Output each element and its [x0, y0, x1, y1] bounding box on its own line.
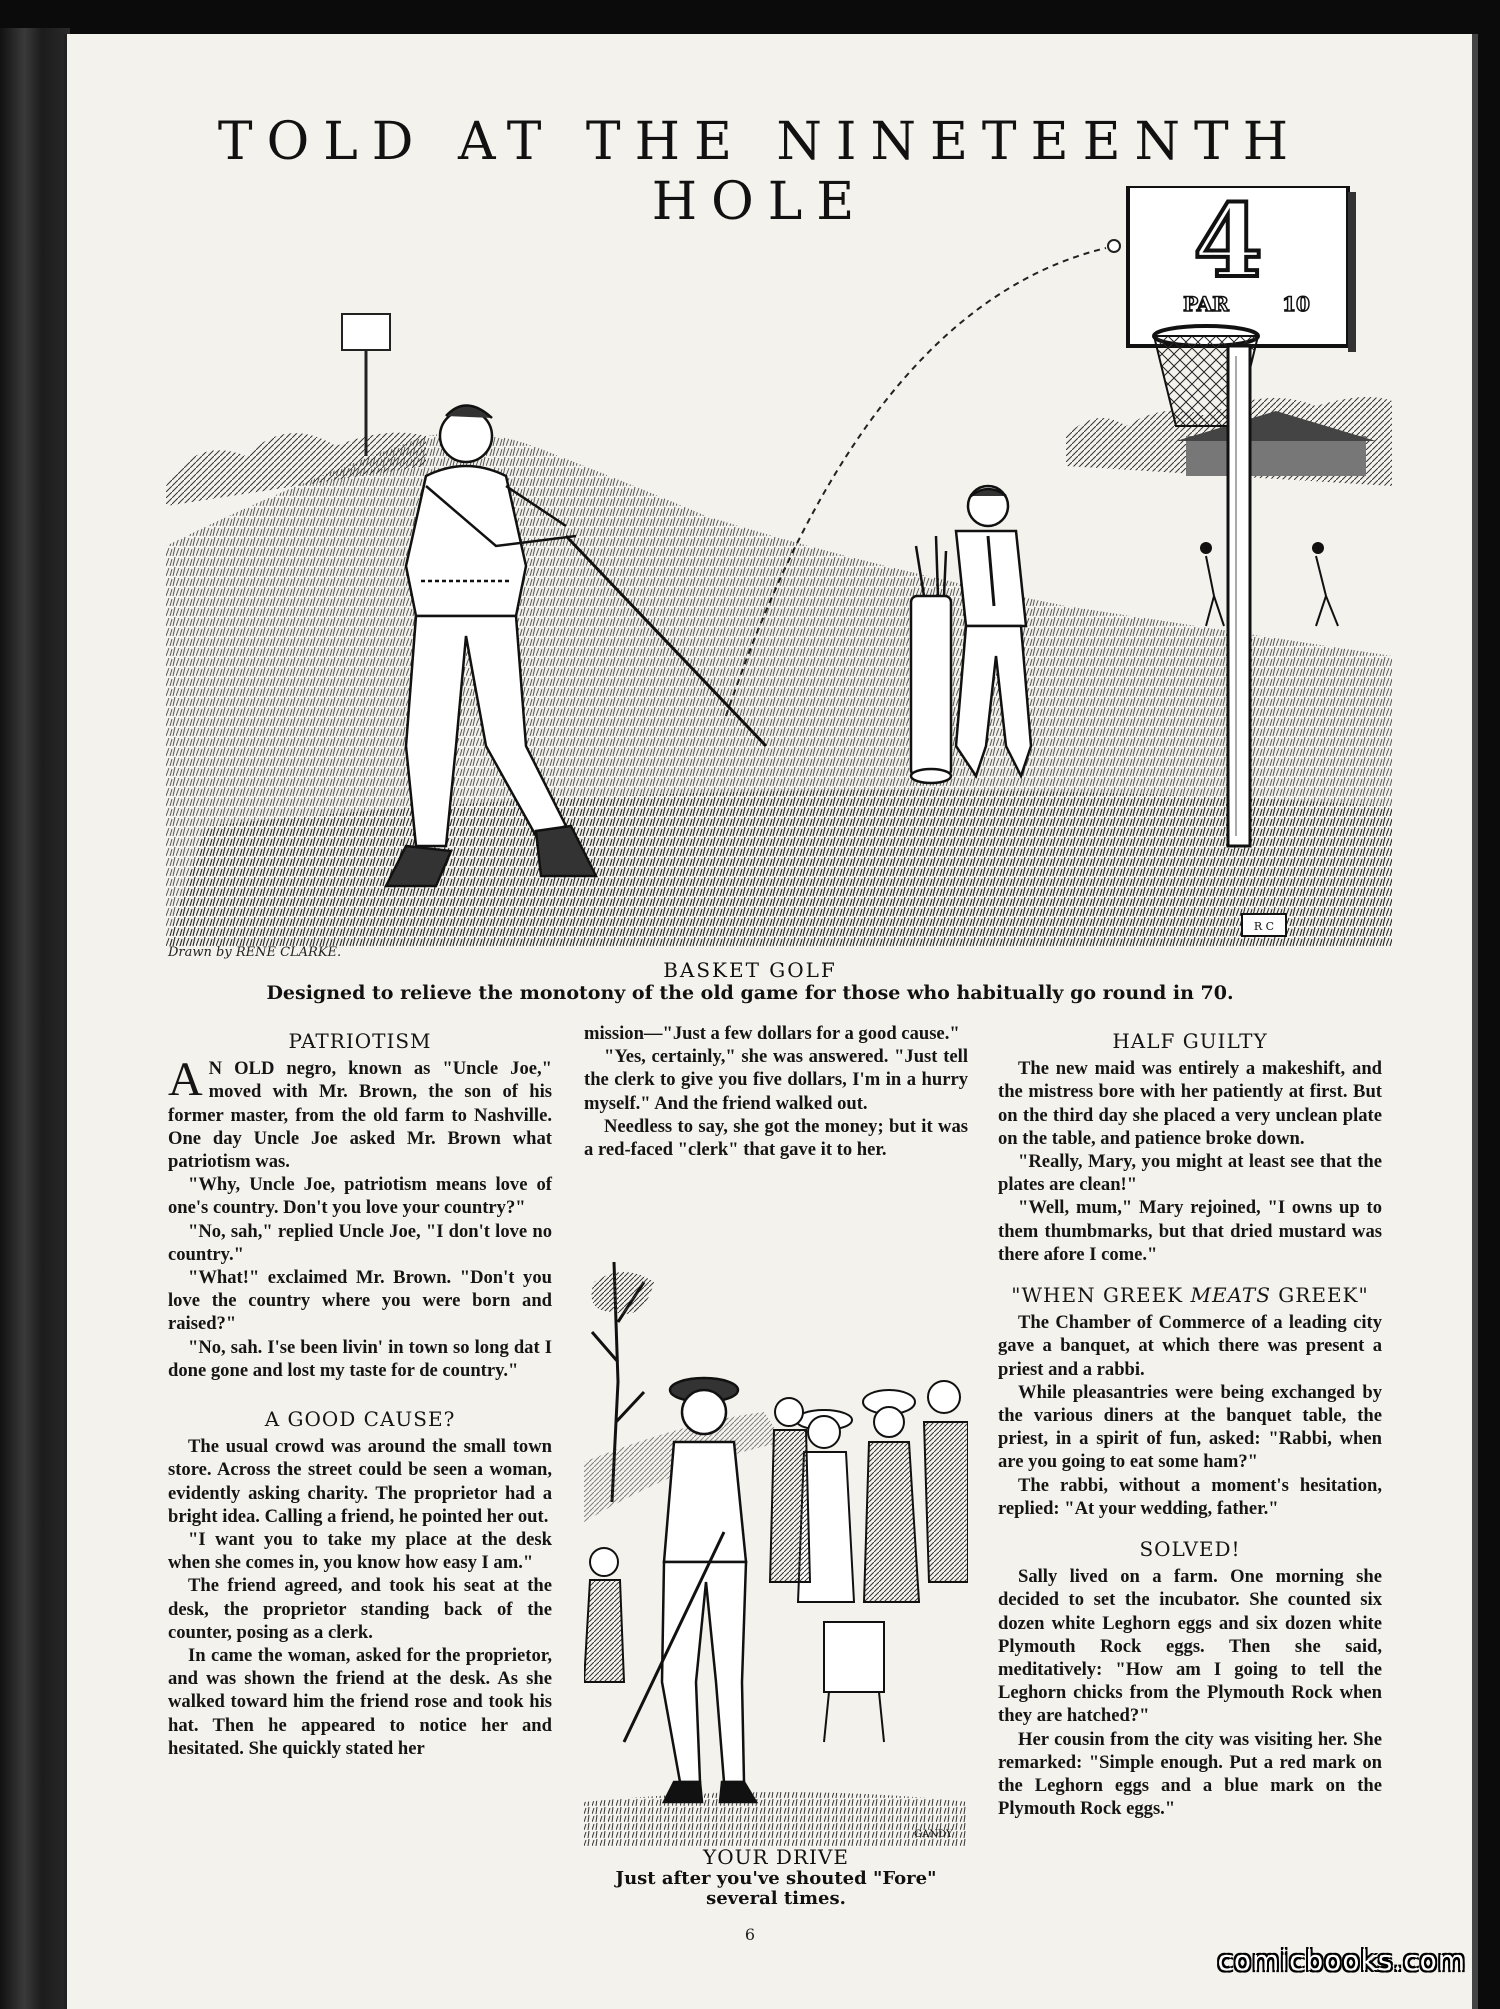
- greek-p3: The rabbi, without a moment's hesitation, replied: "At your wedding, father.": [998, 1474, 1382, 1519]
- column-right: [998, 1022, 1382, 1821]
- patriotism-p5: "No, sah. I'se been livin' in town so long dat I done gone and lost my taste for de country.": [168, 1336, 552, 1381]
- half-guilty-p1: The new maid was entirely a makeshift, and the mistress bore with her patiently at first. But on the third day she placed a very unclean plate on the table, and patience broke down.: [998, 1058, 1382, 1149]
- greek-heading-meats: MEATS: [1190, 1283, 1271, 1308]
- patriotism-p3: "No, sah," replied Uncle Joe, "I don't love no country.": [168, 1220, 552, 1265]
- patriotism-p4: "What!" exclaimed Mr. Brown. "Don't you love the country where you were born and raised?": [168, 1267, 552, 1335]
- drive-signature: GANDY: [914, 1829, 953, 1840]
- illustration-credit: Drawn by RENE CLARKE.: [168, 945, 342, 960]
- good-cause-p4: In came the woman, asked for the proprietor, and was shown the friend at the desk. As she walked toward him the friend rose and took his hat. Then he appeared to notice her and hesitated. She quickly stated her: [168, 1645, 552, 1759]
- site-watermark: comicbooks.com: [1217, 1944, 1466, 1977]
- sign-number: 4: [1193, 186, 1263, 300]
- column-left: [168, 1022, 552, 1760]
- basket-golf-caption-sub: Designed to relieve the monotony of the old game for those who habitually go round in 70.: [266, 982, 1234, 1004]
- sign-par-value: 10: [1282, 292, 1310, 316]
- good-cause-p5: mission—"Just a few dollars for a good cause.": [584, 1023, 960, 1044]
- sign-par-label: PAR: [1183, 292, 1229, 316]
- column-middle: [584, 1022, 968, 1161]
- page-number: 6: [744, 1925, 756, 1944]
- patriotism-p1: N OLD negro, known as "Uncle Joe," moved with Mr. Brown, the son of his former master, from the old farm to Nashville. One day Uncle Joe asked Mr. Brown what patriotism was.: [168, 1058, 552, 1173]
- patriotism-p2: "Why, Uncle Joe, patriotism means love of one's country. Don't you love your country?": [168, 1174, 552, 1219]
- good-cause-p6: "Yes, certainly," she was answered. "Just tell the clerk to give you five dollars, I'm in a hurry myself." And the friend walked out.: [584, 1046, 968, 1114]
- half-guilty-p2: "Really, Mary, you might at least see that the plates are clean!": [998, 1151, 1382, 1196]
- page-edge: [1472, 34, 1478, 2009]
- solved-p2: Her cousin from the city was visiting her. She remarked: "Simple enough. Put a red mark on the Leghorn eggs and a blue mark on the Plymouth Rock eggs.": [998, 1728, 1382, 1820]
- dropcap: A: [168, 1053, 203, 1107]
- good-cause-p1: The usual crowd was around the small town store. Across the street could be seen a woman, evidently asking charity. The proprietor had a bright idea. Calling a friend, he pointed her out.: [168, 1436, 552, 1527]
- page-title: TOLD AT THE NINETEENTH HOLE: [217, 112, 1303, 232]
- your-drive-caption-title: YOUR DRIVE: [703, 1845, 849, 1869]
- good-cause-heading: A GOOD CAUSE?: [264, 1407, 456, 1432]
- artist-monogram: R C: [1253, 920, 1275, 933]
- good-cause-p2: "I want you to take my place at the desk when she comes in, you know how easy I am.": [168, 1529, 552, 1574]
- half-guilty-heading: HALF GUILTY: [1112, 1029, 1268, 1053]
- good-cause-p7: Needless to say, she got the money; but it was a red-faced "clerk" that gave it to her.: [584, 1115, 968, 1161]
- patriotism-para: [168, 1053, 552, 1173]
- patriotism-heading: PATRIOTISM: [288, 1029, 432, 1053]
- greek-p1: The Chamber of Commerce of a leading city gave a banquet, at which there was present a priest and a rabbi.: [998, 1312, 1382, 1380]
- half-guilty-p3: "Well, mum," Mary rejoined, "I owns up to them thumbmarks, but that dried mustard was there afore I come.": [998, 1197, 1382, 1265]
- greek-heading-a: "WHEN GREEK: [1011, 1283, 1191, 1308]
- basket-golf-illustration: [166, 186, 1392, 946]
- greek-heading-c: GREEK": [1270, 1283, 1369, 1308]
- your-drive-caption-sub: Just after you've shouted "Fore" several times.: [615, 1868, 937, 1909]
- greek-heading: [998, 1284, 1382, 1307]
- solved-heading: SOLVED!: [1139, 1537, 1241, 1562]
- solved-p1: Sally lived on a farm. One morning she decided to set the incubator. She counted six dozen white Leghorn eggs and six dozen white Plymouth Rock eggs. Then she said, meditatively: "How am I going to tell the Leghorn chicks from the Plymouth Rock when they are hatched?": [998, 1566, 1382, 1727]
- basket-golf-caption-title: BASKET GOLF: [663, 958, 837, 982]
- your-drive-illustration: [584, 1262, 968, 1846]
- book-binding: [0, 28, 70, 2009]
- greek-p2: While pleasantries were being exchanged by the various diners at the banquet table, the priest, in a spirit of fun, asked: "Rabbi, when are you going to eat some ham?": [998, 1381, 1382, 1473]
- good-cause-p3: The friend agreed, and took his seat at the desk, the proprietor standing back of the counter, posing as a clerk.: [168, 1575, 552, 1643]
